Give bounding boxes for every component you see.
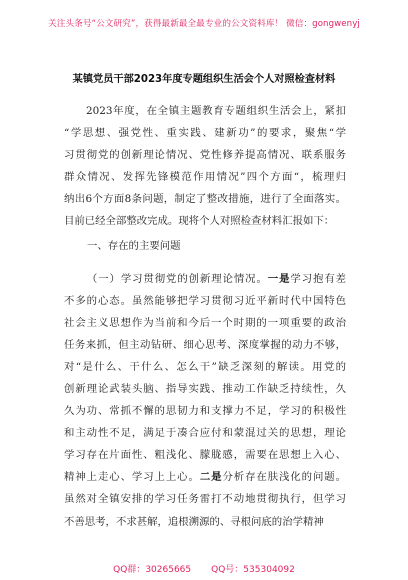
intro-paragraph <box>64 100 346 232</box>
qq-group-text: QQ群：30265665 <box>113 565 192 575</box>
intro-line: 群众情况、发挥先锋模范作用情况”四个方面“，梳理归 <box>64 171 346 184</box>
body-line: 社会主义思想作为当前和今后一个时期的一项重要的政治 <box>64 317 346 330</box>
body-line: 对“是什么、干什么、怎么干”缺乏深刻的解读。用党的 <box>64 361 346 374</box>
promo-text: 关注头条号“公文研究”，获得最新最全最专业的公文资料库！ 微信：gongwenyj <box>48 19 360 29</box>
intro-line: 习贯彻党的创新理论情况、党性修养提高情况、联系服务 <box>64 149 346 162</box>
promo-banner <box>0 0 408 46</box>
body-line: 虽然对全镇安排的学习任务雷打不动地贯彻执行，但学习 <box>64 493 346 506</box>
document-title: 某镇党员干部2023年度专题组织生活会个人对照检查材料 <box>72 74 336 85</box>
body-line: 精神上走心、学习上上心。二是分析存在肤浅化的问题。 <box>64 471 346 484</box>
intro-line: 2023年度，在全镇主题教育专题组织生活会上，紧扣 <box>86 105 346 117</box>
footer-contact <box>0 562 408 580</box>
qq-number-text: QQ号：535304092 <box>211 565 295 575</box>
section-heading: 一、存在的主要问题 <box>87 240 181 252</box>
body-line: 任务来抓，但主动钻研、细心思考、深度掌握的动力不够， <box>64 339 346 352</box>
emphasis-text: 一是 <box>267 273 291 285</box>
body-line: 不善思考，不求甚解，追根溯源的、寻根问底的治学精神 <box>64 515 324 528</box>
intro-line: 目前已经全部整改完成。现将个人对照检查材料汇报如下： <box>64 215 335 228</box>
body-line: 久为功、常抓不懈的思韧力和支撑力不足，学习的积极性 <box>64 405 346 418</box>
intro-line: 纳出6个方面8条问题，制定了整改措施，进行了全面落实。 <box>64 193 346 206</box>
intro-line: “学思想、强党性、重实践、建新功”的要求，聚焦“学 <box>64 127 346 140</box>
body-line: 和主动性不足，满足于凑合应付和蒙混过关的思想，理论 <box>64 427 346 440</box>
body-line: （一）学习贯彻党的创新理论情况。一是学习抱有差 <box>86 273 346 285</box>
body-line: 学习存在片面性、粗浅化、朦胧感，需要在思想上入心、 <box>64 449 346 462</box>
emphasis-text: 二是 <box>199 471 223 484</box>
body-paragraph <box>64 268 346 533</box>
body-line: 不多的心态。虽然能够把学习贯彻习近平新时代中国特色 <box>64 295 346 308</box>
body-line: 创新理论武装头脑、指导实践、推动工作缺乏持续性，久 <box>64 383 346 396</box>
